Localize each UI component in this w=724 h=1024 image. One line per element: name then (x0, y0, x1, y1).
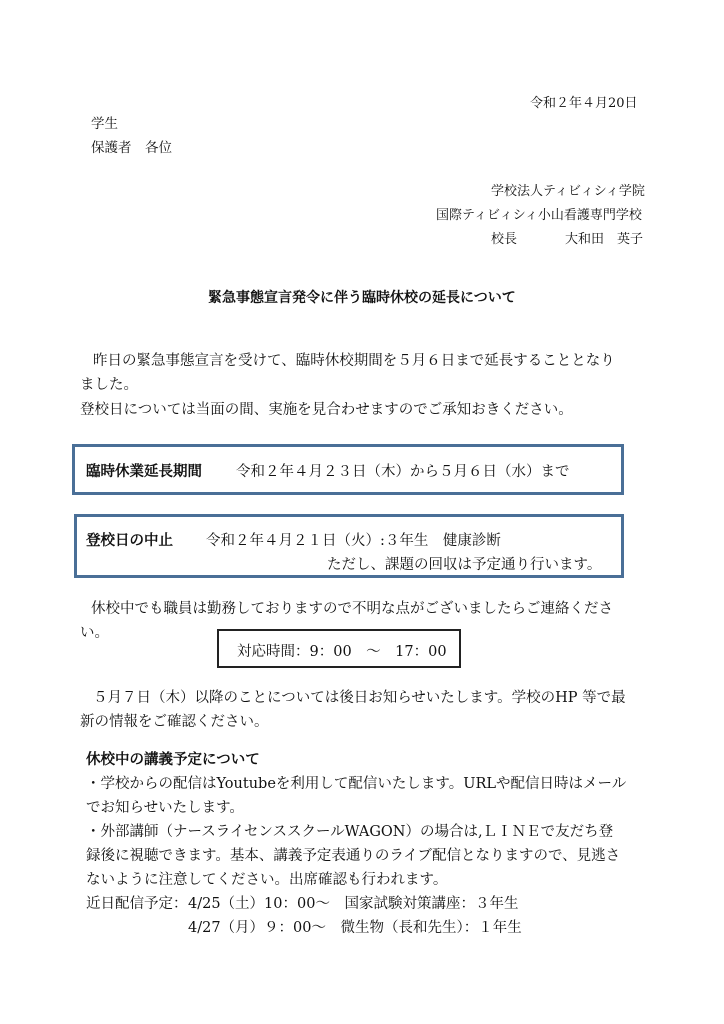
intro-line-1: 昨日の緊急事態宣言を受けて、臨時休校期間を５月６日まで延長することとなり (93, 353, 615, 369)
lectures-item-1-line-1: ・学校からの配信はYoutubeを利用して配信いたします。URLや配信日時はメール (86, 776, 627, 792)
lectures-item-2-line-3: ないように注意してください。出席確認も行われます。 (86, 872, 448, 888)
school-day-cancel-value: 令和２年４月２１日（火）:３年生 健康診断 (206, 533, 501, 549)
lectures-item-2-line-2: 録後に視聴できます。基本、講義予定表通りのライブ配信となりますので、見逃さ (86, 848, 621, 864)
schedule-label: 近日配信予定： (86, 896, 188, 912)
principal-name: 大和田 英子 (565, 232, 644, 247)
lectures-item-2-line-1: ・外部講師（ナースライセンススクールWAGON）の場合は,ＬＩＮＥで友だち登 (86, 824, 614, 840)
extension-period-value: 令和２年４月２３日（木）から５月６日（水）まで (236, 464, 570, 480)
principal-title: 校長 (491, 232, 518, 247)
schedule-item-2: 4/27（月）９：00～ 微生物（長和先生）：１年生 (188, 920, 522, 936)
school-day-cancel-label: 登校日の中止 (86, 532, 173, 549)
school-day-cancel-note: ただし、課題の回収は予定通り行います。 (327, 557, 602, 573)
sender-organization: 学校法人ティビィシィ学院 (491, 184, 645, 199)
contact-hours: 対応時間：9：00 ～ 17：00 (237, 644, 447, 660)
after-line-2: 新の情報をご確認ください。 (80, 714, 269, 730)
contact-line-1: 休校中でも職員は勤務しておりますので不明な点がございましたらご連絡くださ (91, 601, 613, 617)
sender-school: 国際ティビィシィ小山看護専門学校 (436, 208, 642, 223)
sender-principal (491, 228, 643, 247)
recipient-line-2: 保護者 各位 (91, 140, 172, 156)
lectures-heading: 休校中の講義予定について (86, 751, 260, 768)
extension-period-label: 臨時休業延長期間 (86, 463, 202, 480)
document-title: 緊急事態宣言発令に伴う臨時休校の延長について (208, 290, 516, 306)
recipient-line-1: 学生 (91, 116, 118, 132)
contact-line-2: い。 (80, 625, 109, 641)
lectures-item-1-line-2: でお知らせいたします。 (86, 800, 244, 816)
intro-line-3: 登校日については当面の間、実施を見合わせますのでご承知おきください。 (80, 402, 573, 418)
document-date: 令和２年４月20日 (530, 96, 638, 111)
schedule-item-1: 4/25（土）10：00～ 国家試験対策講座：３年生 (188, 896, 519, 912)
after-line-1: ５月７日（木）以降のことについては後日お知らせいたします。学校のHP 等で最 (93, 690, 626, 706)
intro-line-2: ました。 (80, 377, 138, 393)
